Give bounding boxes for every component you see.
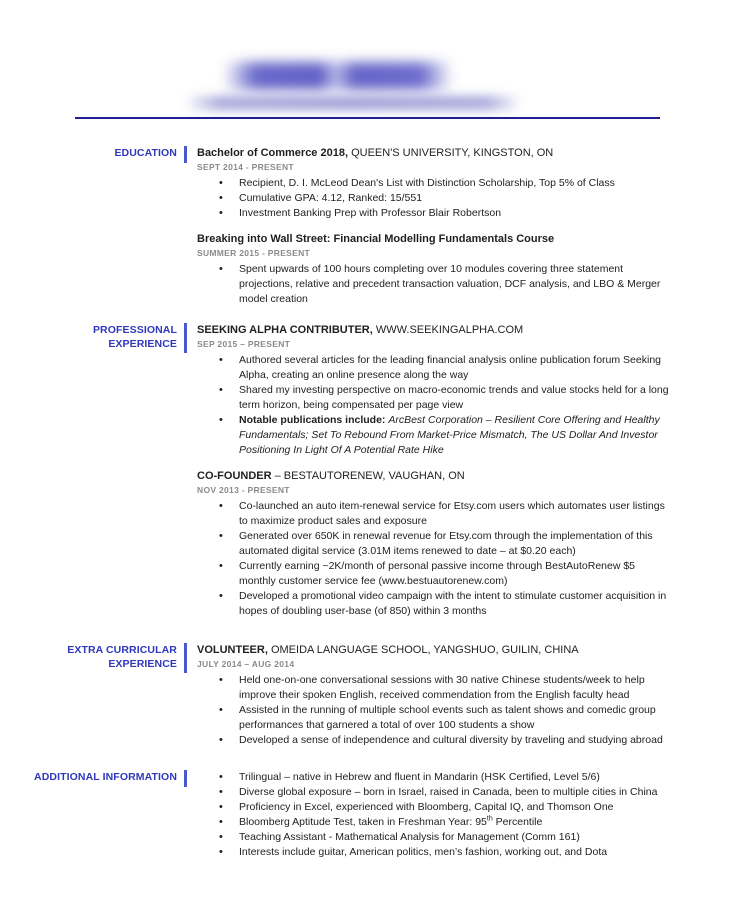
section-label-column bbox=[0, 643, 187, 673]
section-content bbox=[187, 643, 734, 748]
entry-dates: SEP 2015 – PRESENT bbox=[197, 339, 291, 349]
bullet-list bbox=[197, 499, 670, 619]
bullet-item: • Trilingual – native in Hebrew and fluent in Mandarin (HSK Certified, Level 5/6) bbox=[197, 770, 670, 785]
bullet-lead-bold: Notable publications include: bbox=[239, 414, 389, 426]
bullet-item: • Interests include guitar, American politics, men’s fashion, working out, and Dota bbox=[197, 845, 670, 860]
bullet-item: • Proficiency in Excel, experienced with Bloomberg, Capital IQ, and Thomson One bbox=[197, 800, 670, 815]
section-label-line: PROFESSIONAL bbox=[92, 324, 177, 336]
entry-title bbox=[197, 643, 670, 658]
entry-dates: JULY 2014 – AUG 2014 bbox=[197, 659, 295, 669]
section-label-column bbox=[0, 146, 187, 163]
bullet-item: • Recipient, D. I. McLeod Dean's List with Distinction Scholarship, Top 5% of Class bbox=[197, 176, 670, 191]
section-professional-experience bbox=[0, 323, 734, 619]
bullet-list bbox=[197, 262, 670, 307]
bullet-item bbox=[197, 815, 670, 830]
bullet-item: • Spent upwards of 100 hours completing over 10 modules covering three statement projections, relative and precedent transaction valuation, DCF analysis, and LBO & Merger model creation bbox=[197, 262, 670, 307]
bullet-item: • Held one-on-one conversational sessions with 30 native Chinese students/week to help improve their spoken English, received commendation from the English faculty head bbox=[197, 673, 670, 703]
entry-dates: NOV 2013 - PRESENT bbox=[197, 485, 290, 495]
resume-entry-bestautorenew bbox=[197, 469, 670, 619]
bullet-item bbox=[197, 413, 670, 458]
bullet-list bbox=[197, 673, 670, 748]
entry-title-bold: Bachelor of Commerce 2018, bbox=[197, 147, 349, 159]
bullet-item: • Assisted in the running of multiple school events such as talent shows and comedic group performances that garnered a total of over 100 students a show bbox=[197, 703, 670, 733]
section-label-line: EDUCATION bbox=[114, 147, 177, 159]
section-label-additional-information bbox=[34, 770, 187, 787]
bullet-item: • Cumulative GPA: 4.12, Ranked: 15/551 bbox=[197, 191, 670, 206]
section-additional-information bbox=[0, 770, 734, 860]
entry-dates: SEPT 2014 - PRESENT bbox=[197, 162, 294, 172]
bullet-text-post: Percentile bbox=[492, 816, 543, 828]
section-content bbox=[187, 146, 734, 307]
section-content bbox=[187, 770, 734, 860]
section-label-education bbox=[114, 146, 187, 163]
section-label-column bbox=[0, 770, 187, 787]
section-label-line: EXPERIENCE bbox=[108, 657, 177, 670]
entry-title-rest: OMEIDA LANGUAGE SCHOOL, YANGSHUO, GUILIN, CHINA bbox=[267, 644, 579, 656]
bullet-list bbox=[197, 770, 670, 860]
resume-entry-bcom bbox=[197, 146, 670, 221]
bullet-list bbox=[197, 176, 670, 221]
header-divider bbox=[75, 117, 660, 119]
redacted-name-blur bbox=[224, 62, 452, 90]
bullet-item: • Currently earning ~2K/month of personal passive income through BestAutoRenew $5 monthly customer service fee (www.bestuautorenew.com) bbox=[197, 559, 670, 589]
bullet-item: • Generated over 650K in renewal revenue for Etsy.com through the implementation of this automated digital service (3.01M items renewed to date – at $0.20 each) bbox=[197, 529, 670, 559]
ordinal-superscript: th bbox=[486, 815, 493, 823]
bullet-item: • Authored several articles for the leading financial analysis online publication forum Seeking Alpha, creating an online presence along the way bbox=[197, 353, 670, 383]
entry-title bbox=[197, 146, 670, 161]
resume-entry-biws bbox=[197, 232, 670, 307]
bullet-item: • Investment Banking Prep with Professor Blair Robertson bbox=[197, 206, 670, 221]
bullet-item: • Developed a promotional video campaign with the intent to stimulate customer acquisition in hopes of doubling user-base (of 850) within 3 months bbox=[197, 589, 670, 619]
redacted-contact-blur bbox=[186, 96, 520, 110]
resume-entry-seeking-alpha bbox=[197, 323, 670, 458]
bullet-publication-titles-italic: ArcBest Corporation – Resilient Core Offering and Healthy Fundamentals; Set To Rebound From Market-Price Mismatch, The US Dollar And Investor Positioning In Light Of A Potential Rate Hike bbox=[239, 414, 660, 456]
entry-title bbox=[197, 323, 670, 338]
entry-title-rest: – BESTAUTORENEW, VAUGHAN, ON bbox=[271, 470, 465, 482]
section-content bbox=[187, 323, 734, 619]
section-label-line: ADDITIONAL INFORMATION bbox=[34, 771, 177, 783]
section-label-professional-experience bbox=[93, 323, 187, 353]
section-label-line: EXPERIENCE bbox=[108, 337, 177, 350]
entry-title bbox=[197, 469, 670, 484]
entry-title-bold: Breaking into Wall Street: Financial Modelling Fundamentals Course bbox=[197, 233, 555, 245]
entry-title bbox=[197, 232, 670, 247]
bullet-item: • Developed a sense of independence and cultural diversity by traveling and studying abroad bbox=[197, 733, 670, 748]
section-label-column bbox=[0, 323, 187, 353]
bullet-item: • Co-launched an auto item-renewal service for Etsy.com users which automates user listings to maximize product sales and exposure bbox=[197, 499, 670, 529]
bullet-item: • Diverse global exposure – born in Israel, raised in Canada, been to multiple cities in China bbox=[197, 785, 670, 800]
entry-title-rest: QUEEN'S UNIVERSITY, KINGSTON, ON bbox=[348, 147, 554, 159]
resume-entry-volunteer bbox=[197, 643, 670, 748]
entry-dates: SUMMER 2015 - PRESENT bbox=[197, 248, 311, 258]
section-label-extra-curricular bbox=[67, 643, 187, 673]
section-label-line: EXTRA CURRICULAR bbox=[67, 644, 177, 656]
entry-title-rest: WWW.SEEKINGALPHA.COM bbox=[372, 324, 524, 336]
bullet-item: • Teaching Assistant - Mathematical Analysis for Management (Comm 161) bbox=[197, 830, 670, 845]
entry-title-bold: VOLUNTEER, bbox=[197, 644, 268, 656]
bullet-item: • Shared my investing perspective on macro-economic trends and value stocks held for a long term horizon, being compensated per page view bbox=[197, 383, 670, 413]
bullet-text-pre: Bloomberg Aptitude Test, taken in Freshman Year: 95 bbox=[239, 816, 487, 828]
resume-body bbox=[0, 146, 734, 860]
section-education bbox=[0, 146, 734, 307]
entry-title-bold: CO-FOUNDER bbox=[197, 470, 272, 482]
resume-entry-additional-info bbox=[197, 770, 670, 860]
bullet-list bbox=[197, 353, 670, 458]
entry-title-bold: SEEKING ALPHA CONTRIBUTER, bbox=[197, 324, 373, 336]
section-extra-curricular-experience bbox=[0, 643, 734, 748]
